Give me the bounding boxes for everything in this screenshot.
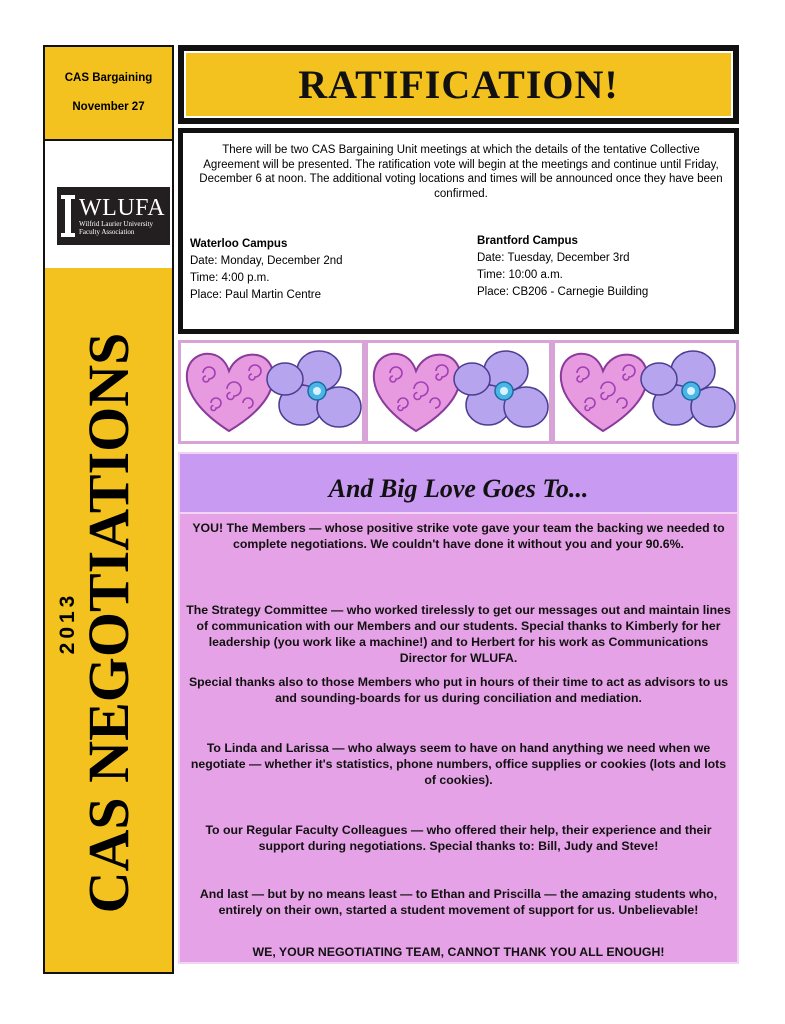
thanks-section [178, 452, 739, 964]
thanks-paragraph: YOU! The Members — whose positive strike vote gave your team the backing we needed to complete negotiations. We couldn't have done it without you and your 90.6%. [192, 521, 725, 551]
thanks-title: And Big Love Goes To... [328, 474, 589, 503]
hearts-strip [178, 340, 739, 444]
vertical-year: 2013 [56, 591, 79, 655]
brantford-date: Date: Tuesday, December 3rd [477, 252, 630, 264]
waterloo-heading: Waterloo Campus [190, 238, 288, 250]
wlufa-logo [57, 187, 170, 245]
heart-flower-illustration [368, 343, 550, 441]
brantford-campus-block [477, 233, 648, 301]
sidebar-date: November 27 [72, 100, 145, 113]
thanks-paragraph: To Linda and Larissa — who always seem to have on hand anything we need when we negotiate — whether it's statistics, phone numbers, office supplies or cookies (lots and lots of cookies). [190, 741, 727, 787]
meetings-intro: There will be two CAS Bargaining Unit meetings at which the details of the tentative Collective Agreement will be presented. The ratification vote will begin at the meetings and continue until Friday, December 6 at noon. The additional voting locations and times will be announced once they have been confirmed. [199, 144, 723, 200]
heart-flower-illustration [181, 343, 363, 441]
page-title: RATIFICATION! [298, 61, 619, 107]
waterloo-place: Place: Paul Martin Centre [190, 289, 322, 301]
heart-flower-panel [178, 340, 365, 444]
waterloo-time: Time: 4:00 p.m. [190, 272, 270, 284]
thanks-paragraph: Special thanks also to those Members who put in hours of their time to act as advisors to us and sounding-boards for us during conciliation and mediation. [188, 675, 729, 705]
waterloo-campus-block [190, 236, 343, 304]
column-icon [61, 195, 75, 237]
brantford-time: Time: 10:00 a.m. [477, 269, 563, 281]
heart-flower-panel [365, 340, 552, 444]
vertical-title: CAS NEGOTIATIONS [76, 332, 141, 914]
waterloo-date: Date: Monday, December 2nd [190, 255, 343, 267]
thanks-header [180, 454, 737, 514]
thanks-closing: WE, YOUR NEGOTIATING TEAM, CANNOT THANK YOU ALL ENOUGH! [252, 945, 665, 959]
sidebar-header [43, 45, 174, 141]
sidebar-label: CAS Bargaining [64, 72, 153, 84]
thanks-paragraph: To our Regular Faculty Colleagues — who offered their help, their experience and their support during negotiations. Special thanks to: Bill, Judy and Steve! [205, 823, 712, 853]
logo-subtitle-1: Wilfrid Laurier University [79, 220, 153, 228]
thanks-paragraph: The Strategy Committee — who worked tirelessly to get our messages out and maintain lines of communication with our Members and our students. Special thanks to Kimberly for her leadership (you work like a machine!) and to Herbert for his work as Communications Director for WLUFA. [186, 603, 731, 665]
brantford-place: Place: CB206 - Carnegie Building [477, 286, 649, 298]
meetings-box [178, 128, 739, 334]
logo-name: WLUFA [79, 195, 166, 221]
logo-subtitle-2: Faculty Association [79, 228, 135, 236]
ratification-banner [178, 45, 739, 124]
brantford-heading: Brantford Campus [477, 235, 578, 247]
heart-flower-illustration [555, 343, 737, 441]
thanks-paragraph: And last — but by no means least — to Ethan and Priscilla — the amazing students who, entirely on their own, started a student movement of support for us. Unbelievable! [199, 887, 718, 917]
heart-flower-panel [552, 340, 739, 444]
